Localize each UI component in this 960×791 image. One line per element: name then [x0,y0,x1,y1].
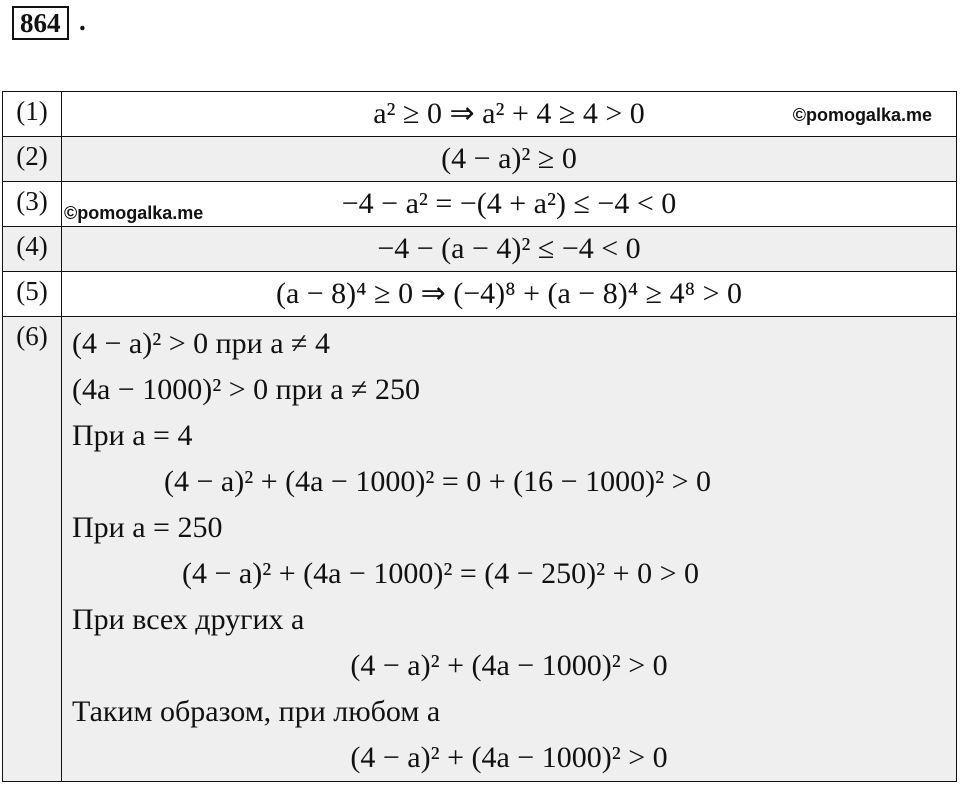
step-expression: (a − 8)⁴ ≥ 0 ⇒ (−4)⁸ + (a − 8)⁴ ≥ 4⁸ > 0 [275,277,743,310]
step-row-5 [3,272,957,317]
step-line: (4 − a)² + (4a − 1000)² = 0 + (16 − 1000)² > 0 [164,465,711,498]
step-row-6 [3,317,957,782]
step-expression-cell [62,182,957,227]
step-line: При a = 4 [72,419,193,452]
step-expression-cell [62,272,957,317]
step-row-4 [3,227,957,272]
step-expression: −4 − a² = −(4 + a²) ≤ −4 < 0 [341,187,677,220]
step-line: Таким образом, при любом a [72,695,441,728]
step-line: При a = 250 [72,511,223,544]
step-row-2 [3,137,957,182]
step-number: (1) [3,92,62,137]
step-line: (4a − 1000)² > 0 при a ≠ 250 [72,373,421,406]
solution-table [2,91,957,782]
step-expression-cell [62,227,957,272]
step-line: (4 − a)² + (4a − 1000)² > 0 [350,741,668,774]
step-expression: a² ≥ 0 ⇒ a² + 4 ≥ 4 > 0 [373,97,645,130]
step-row-1 [3,92,957,137]
step-line: (4 − a)² > 0 при a ≠ 4 [72,327,331,360]
watermark: ©pomogalka.me [792,105,932,125]
step-expression-cell [62,137,957,182]
step-expression-cell [62,92,957,137]
step-line: (4 − a)² + (4a − 1000)² = (4 − 250)² + 0 > 0 [182,557,699,590]
step-number: (5) [3,272,62,317]
step-number: (4) [3,227,62,272]
problem-number: 864 [12,6,69,40]
step-expression: (4 − a)² ≥ 0 [441,142,577,175]
step-row-3 [3,182,957,227]
watermark: ©pomogalka.me [64,203,204,223]
problem-number-dot: . [79,6,86,36]
step-line: (4 − a)² + (4a − 1000)² > 0 [350,649,668,682]
step-number: (2) [3,137,62,182]
step-number: (3) [3,182,62,227]
step-number: (6) [3,317,62,782]
step-expression: −4 − (a − 4)² ≤ −4 < 0 [377,232,641,265]
step-line: При всех других a [72,603,305,636]
step-6-content [62,317,957,782]
